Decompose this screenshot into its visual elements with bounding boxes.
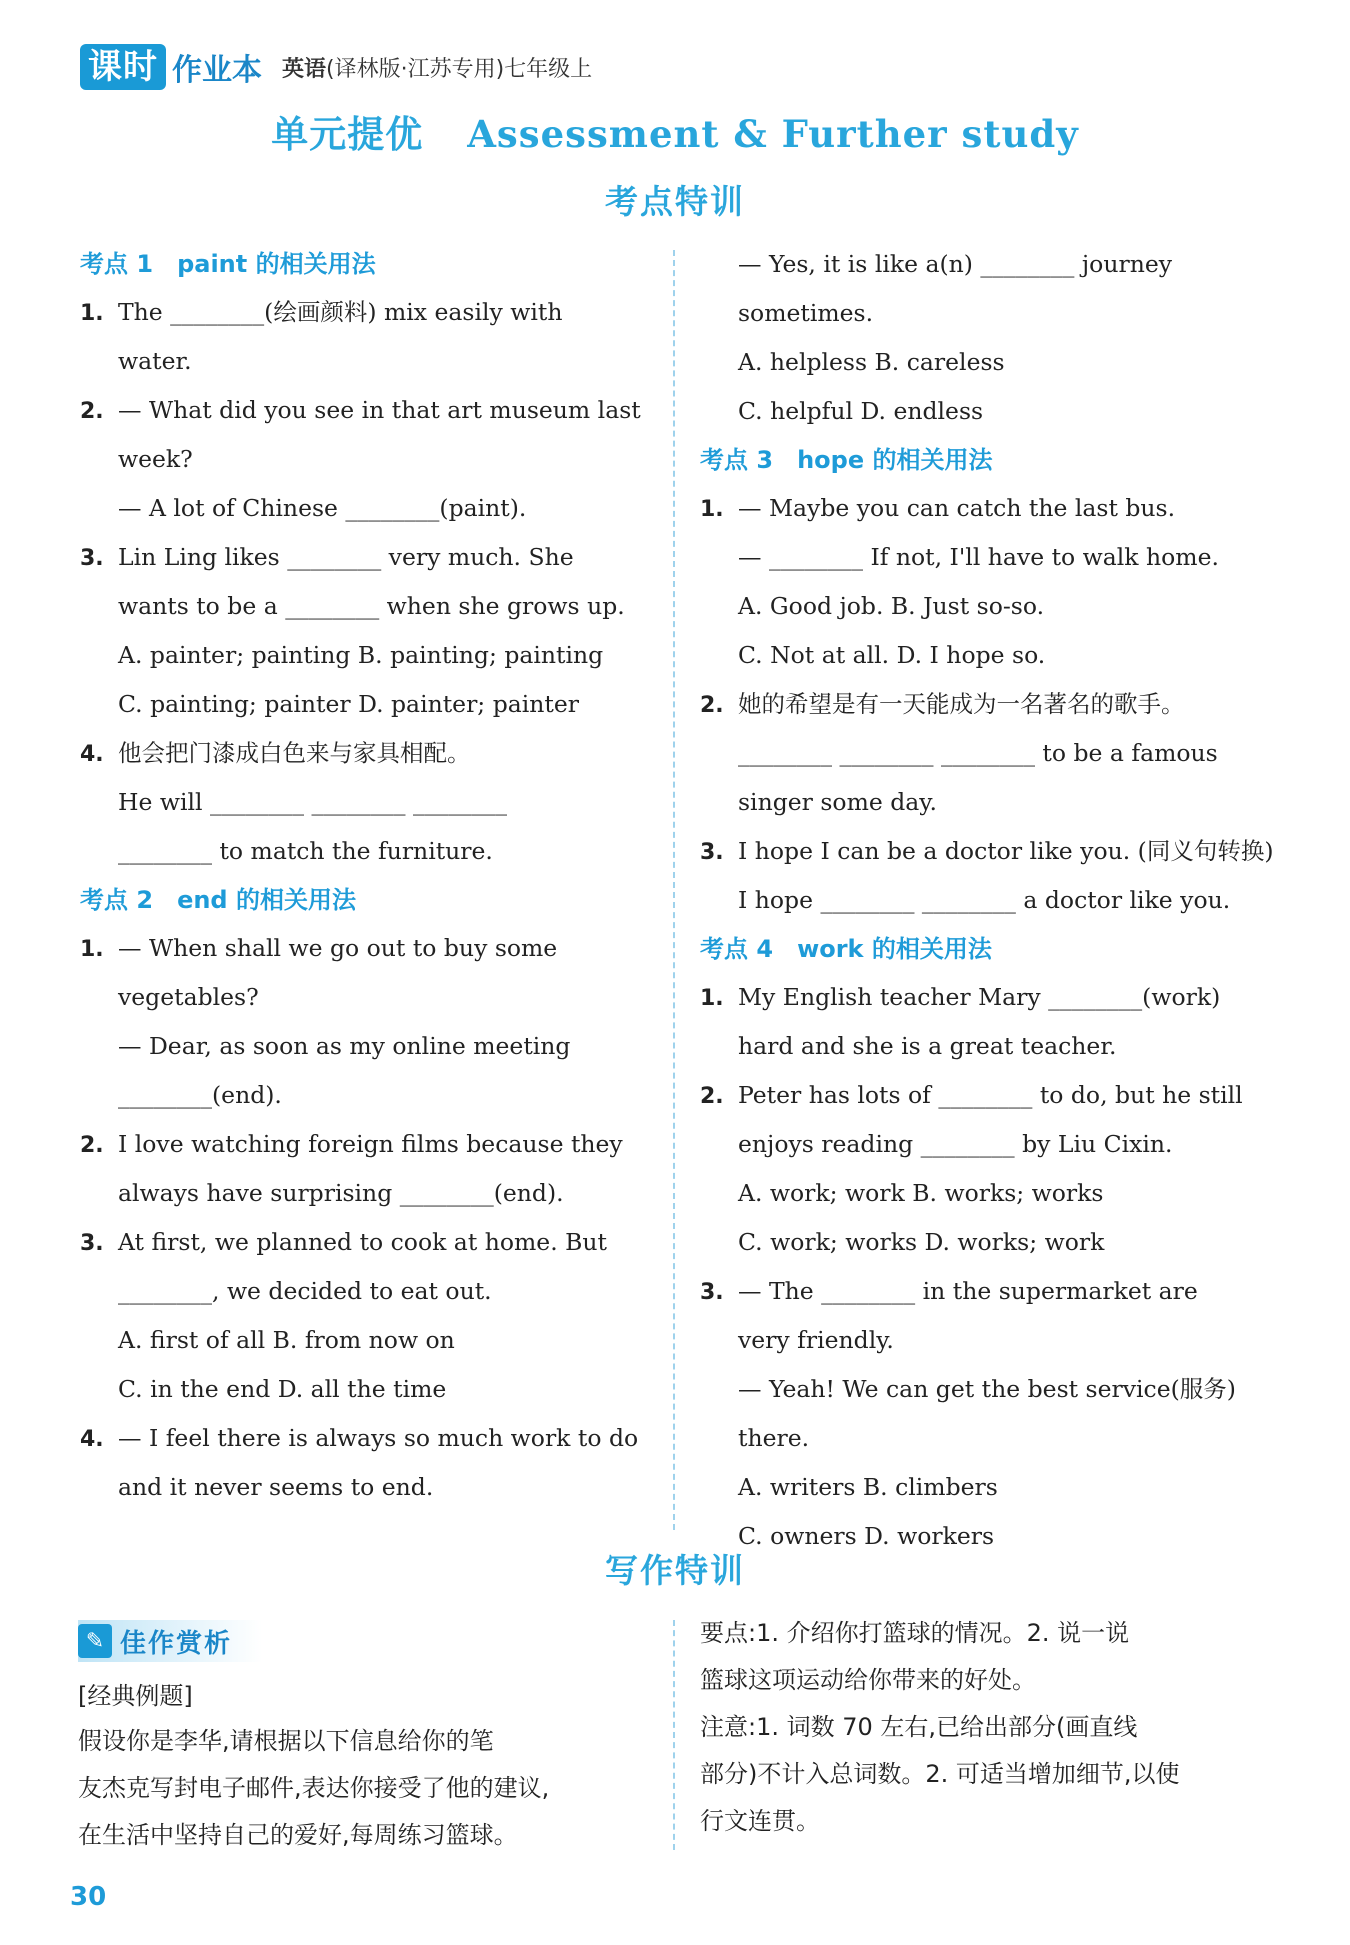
text-line: ________ to match the furniture. [118, 837, 493, 865]
text-line: He will ________ ________ ________ [118, 788, 507, 816]
appreciation-badge: ✎ 佳作赏析 [78, 1620, 262, 1662]
text-line: ________, we decided to eat out. [118, 1277, 492, 1305]
kp2-continued [700, 240, 1272, 436]
text-line: water. [118, 347, 192, 375]
text-line: A. work; work B. works; works [738, 1179, 1104, 1207]
text-line: 4. 他会把门漆成白色来与家具相配。 [80, 739, 471, 767]
text-line: — Yeah! We can get the best service(服务) [738, 1375, 1236, 1403]
text-line: sometimes. [738, 299, 874, 327]
text-line: A. first of all B. from now on [118, 1326, 455, 1354]
pen-icon: ✎ [78, 1624, 112, 1658]
text-line: 3. At first, we planned to cook at home. But [80, 1228, 607, 1256]
example-label: [经典例题] [78, 1682, 193, 1710]
text-line: vegetables? [118, 983, 259, 1011]
writing-divider [673, 1620, 675, 1850]
page-number: 30 [70, 1882, 107, 1912]
text-line: C. Not at all. D. I hope so. [738, 641, 1046, 669]
text-line: — Dear, as soon as my online meeting [118, 1032, 571, 1060]
text-line: 要点:1. 介绍你打篮球的情况。2. 说一说 [700, 1619, 1130, 1647]
writing-prompt [78, 1718, 658, 1859]
text-line: and it never seems to end. [118, 1473, 434, 1501]
text-line: C. work; works D. works; work [738, 1228, 1105, 1256]
brand-name: 作业本 [172, 53, 262, 88]
column-divider [673, 250, 675, 1530]
text-line: 3. — The ________ in the supermarket are [700, 1277, 1198, 1305]
text-line: 友杰克写封电子邮件,表达你接受了他的建议, [78, 1774, 550, 1802]
text-line: 部分)不计入总词数。2. 可适当增加细节,以使 [700, 1760, 1180, 1788]
text-line: 3. Lin Ling likes ________ very much. She [80, 543, 574, 571]
kp2-heading: 考点 2 end 的相关用法 [80, 886, 356, 914]
page-header [80, 42, 592, 92]
text-line: C. painting; painter D. painter; painter [118, 690, 579, 718]
kp1-questions [80, 288, 648, 876]
writing-left [78, 1620, 658, 1859]
text-line: A. painter; painting B. painting; painting [118, 641, 604, 669]
text-line: ________ ________ ________ to be a famous [738, 739, 1218, 767]
kp3-heading: 考点 3 hope 的相关用法 [700, 446, 993, 474]
kp3-questions [700, 484, 1272, 925]
text-line: 注意:1. 词数 70 左右,已给出部分(画直线 [700, 1713, 1138, 1741]
text-line: enjoys reading ________ by Liu Cixin. [738, 1130, 1173, 1158]
text-line: very friendly. [738, 1326, 894, 1354]
text-line: 1. The ________(绘画颜料) mix easily with [80, 298, 563, 326]
text-line: 篮球这项运动给你带来的好处。 [700, 1666, 1036, 1694]
text-line: A. helpless B. careless [738, 348, 1005, 376]
text-line: 2. Peter has lots of ________ to do, but he still [700, 1081, 1243, 1109]
text-line: 2. 她的希望是有一天能成为一名著名的歌手。 [700, 690, 1185, 718]
text-line: A. writers B. climbers [738, 1473, 998, 1501]
text-line: — ________ If not, I'll have to walk home. [738, 543, 1219, 571]
brand-logo: 课时 [80, 44, 166, 90]
text-line: 2. — What did you see in that art museum last [80, 396, 641, 424]
text-line: C. in the end D. all the time [118, 1375, 447, 1403]
writing-requirements [700, 1610, 1275, 1845]
text-line: 3. I hope I can be a doctor like you. (同义句转换) [700, 837, 1274, 865]
kp1-heading: 考点 1 paint 的相关用法 [80, 250, 376, 278]
kp2-questions [80, 924, 648, 1512]
book-info: 英语(译林版·江苏专用)七年级上 [282, 56, 593, 82]
text-line: always have surprising ________(end). [118, 1179, 564, 1207]
kp4-questions [700, 973, 1272, 1561]
kp4-heading: 考点 4 work 的相关用法 [700, 935, 992, 963]
text-line: there. [738, 1424, 810, 1452]
text-line: 1. — Maybe you can catch the last bus. [700, 494, 1176, 522]
text-line: hard and she is a great teacher. [738, 1032, 1117, 1060]
text-line: — Yes, it is like a(n) ________ journey [738, 250, 1173, 278]
text-line: 行文连贯。 [700, 1807, 820, 1835]
text-line: week? [118, 445, 193, 473]
unit-title: 单元提优 Assessment & Further study [271, 112, 1079, 156]
text-line: C. helpful D. endless [738, 397, 984, 425]
text-line: 假设你是李华,请根据以下信息给你的笔 [78, 1727, 494, 1755]
text-line: 在生活中坚持自己的爱好,每周练习篮球。 [78, 1821, 518, 1849]
text-line: I hope ________ ________ a doctor like you. [738, 886, 1231, 914]
text-line: A. Good job. B. Just so-so. [738, 592, 1045, 620]
writing-right [700, 1610, 1275, 1845]
text-line: ________(end). [118, 1081, 282, 1109]
text-line: — A lot of Chinese ________(paint). [118, 494, 527, 522]
text-line: 2. I love watching foreign films because they [80, 1130, 623, 1158]
text-line: 1. — When shall we go out to buy some [80, 934, 558, 962]
text-line: 1. My English teacher Mary ________(work) [700, 983, 1221, 1011]
left-column [80, 240, 648, 1512]
right-column [700, 240, 1272, 1561]
text-line: singer some day. [738, 788, 937, 816]
text-line: wants to be a ________ when she grows up. [118, 592, 625, 620]
text-line: C. owners D. workers [738, 1522, 995, 1550]
section-title-exam-points: 考点特训 [605, 182, 745, 221]
text-line: 4. — I feel there is always so much work to do [80, 1424, 639, 1452]
section-title-writing: 写作特训 [605, 1551, 745, 1590]
